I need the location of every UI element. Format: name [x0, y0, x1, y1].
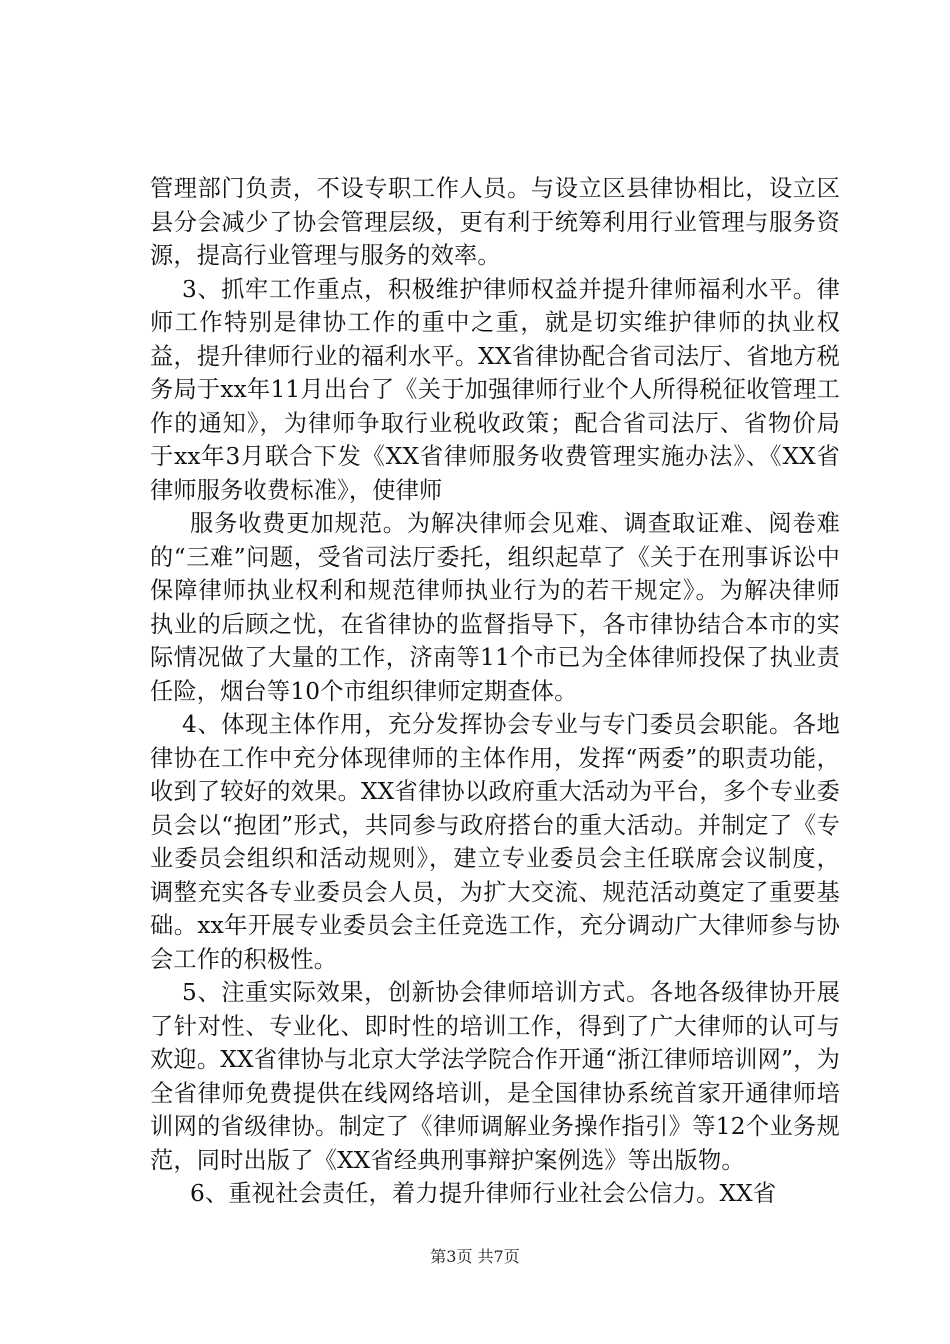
paragraph-item-5: 5、注重实际效果，创新协会律师培训方式。各地各级律协开展了针对性、专业化、即时性的培训工作，得到了广大律师的认可与欢迎。XX省律协与北京大学法学院合作开通“浙江律师培训网”，为全省律师免费提供在线网络培训，是全国律协系统首家开通律师培训网的省级律协。制定了《律师调解业务操作指引》等12个业务规范，同时出版了《XX省经典刑事辩护案例选》等出版物。	[150, 979, 840, 1174]
document-body	[150, 172, 840, 1211]
paragraph-item-3: 3、抓牢工作重点，积极维护律师权益并提升律师福利水平。律师工作特别是律协工作的重中之重，就是切实维护律师的执业权益，提升律师行业的福利水平。XX省律协配合省司法厅、省地方税务局于xx年11月出台了《关于加强律师行业个人所得税征收管理工作的通知》，为律师争取行业税收政策；配合省司法厅、省物价局于xx年3月联合下发《XX省律师服务收费管理实施办法》、《XX省律师服务收费标准》，使律师	[150, 275, 840, 504]
paragraph-item-6: 6、重视社会责任，着力提升律师行业社会公信力。XX省	[190, 1180, 777, 1207]
paragraph-continuation: 管理部门负责，不设专职工作人员。与设立区县律协相比，设立区县分会减少了协会管理层级，更有利于统筹利用行业管理与服务资源，提高行业管理与服务的效率。	[150, 175, 840, 269]
paragraph-item-3-continued: 服务收费更加规范。为解决律师会见难、调查取证难、阅卷难的“三难”问题，受省司法厅委托，组织起草了《关于在刑事诉讼中保障律师执业权利和规范律师执业行为的若干规定》。为解决律师执业的后顾之忧，在省律协的监督指导下，各市律协结合本市的实际情况做了大量的工作，济南等11个市已为全体律师投保了执业责任险，烟台等10个市组织律师定期查体。	[150, 510, 840, 705]
page-footer: 第3页 共7页	[430, 1247, 520, 1266]
paragraph-item-4: 4、体现主体作用，充分发挥协会专业与专门委员会职能。各地律协在工作中充分体现律师的主体作用，发挥“两委”的职责功能，收到了较好的效果。XX省律协以政府重大活动为平台，多个专业委员会以“抱团”形式，共同参与政府搭台的重大活动。并制定了《专业委员会组织和活动规则》，建立专业委员会主任联席会议制度，调整充实各专业委员会人员，为扩大交流、规范活动奠定了重要基础。xx年开展专业委员会主任竞选工作，充分调动广大律师参与协会工作的积极性。	[150, 711, 840, 973]
